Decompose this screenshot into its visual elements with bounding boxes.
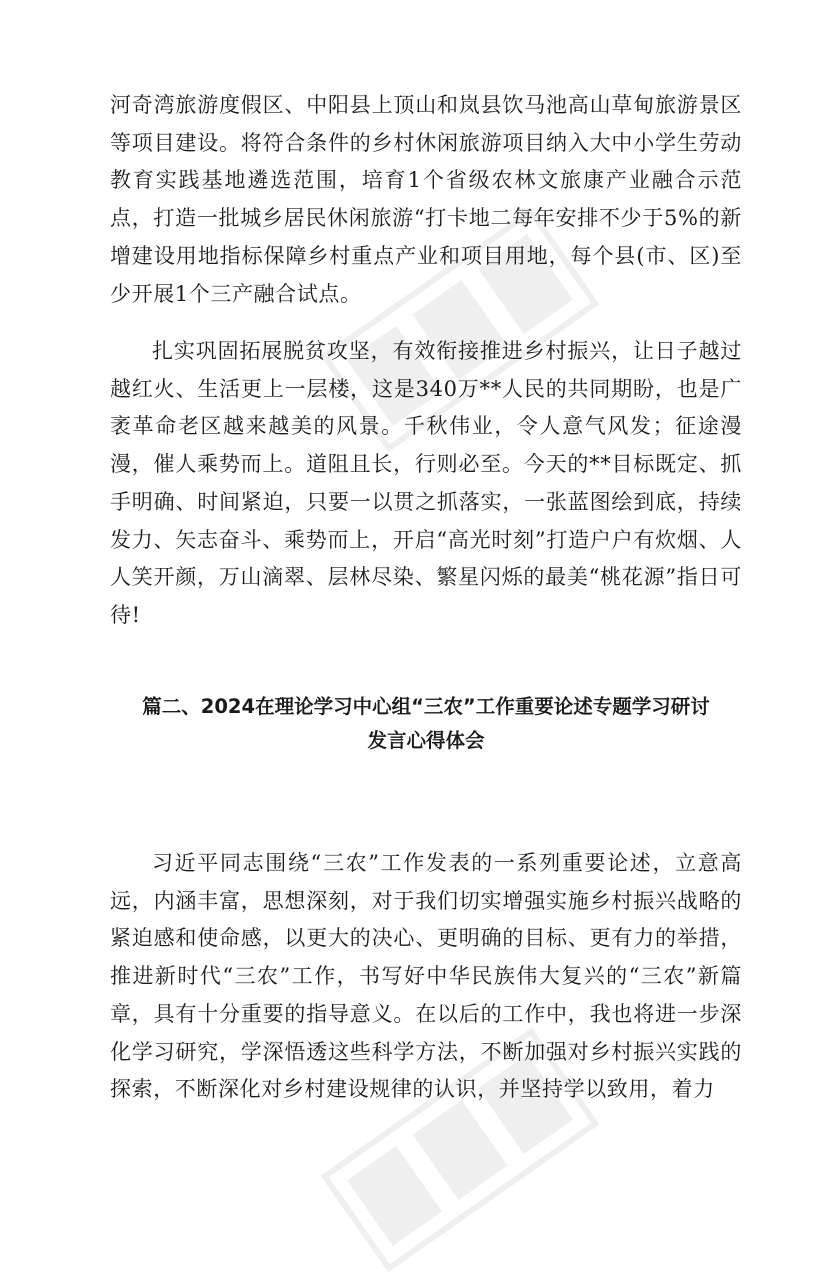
section-heading-line: 篇二、2024在理论学习中心组“三农”工作重要论述专题学习研讨 xyxy=(142,695,710,718)
section-heading xyxy=(110,690,742,758)
body-paragraph: 习近平同志围绕“三农”工作发表的一系列重要论述，立意高远，内涵丰富，思想深刻，对于我们切实增强实施乡村振兴战略的紧迫感和使命感，以更大的决心、更明确的目标、更有力的举措，推进新时代“三农”工作，书写好中华民族伟大复兴的“三农”新篇章，具有十分重要的指导意义。在以后的工作中，我也将进一步深化学习研究，学深悟透这些科学方法，不断加强对乡村振兴实践的探索，不断深化对乡村建设规律的认识，并坚持学以致用，着力 xyxy=(110,851,742,1102)
body-paragraph: 扎实巩固拓展脱贫攻坚，有效衔接推进乡村振兴，让日子越过越红火、生活更上一层楼，这是340万**人民的共同期盼，也是广袤革命老区越来越美的风景。千秋伟业，令人意气风发；征途漫漫，催人乘势而上。道阻且长，行则必至。今天的**目标既定、抓手明确、时间紧迫，只要一以贯之抓落实，一张蓝图绘到底，持续发力、矢志奋斗、乘势而上，开启“高光时刻”打造户户有炊烟、人人笑开颜，万山滴翠、层林尽染、繁星闪烁的最美“桃花源”指日可待! xyxy=(110,339,742,627)
body-paragraph: 河奇湾旅游度假区、中阳县上顶山和岚县饮马池高山草甸旅游景区等项目建设。将符合条件的乡村休闲旅游项目纳入大中小学生劳动教育实践基地遴选范围，培育1个省级农林文旅康产业融合示范点，打造一批城乡居民休闲旅游“打卡地二每年安排不少于5%的新增建设用地指标保障乡村重点产业和项目用地，每个县(市、区)至少开展1个三产融合试点。 xyxy=(110,93,742,306)
section-heading-line: 发言心得体会 xyxy=(367,729,485,752)
